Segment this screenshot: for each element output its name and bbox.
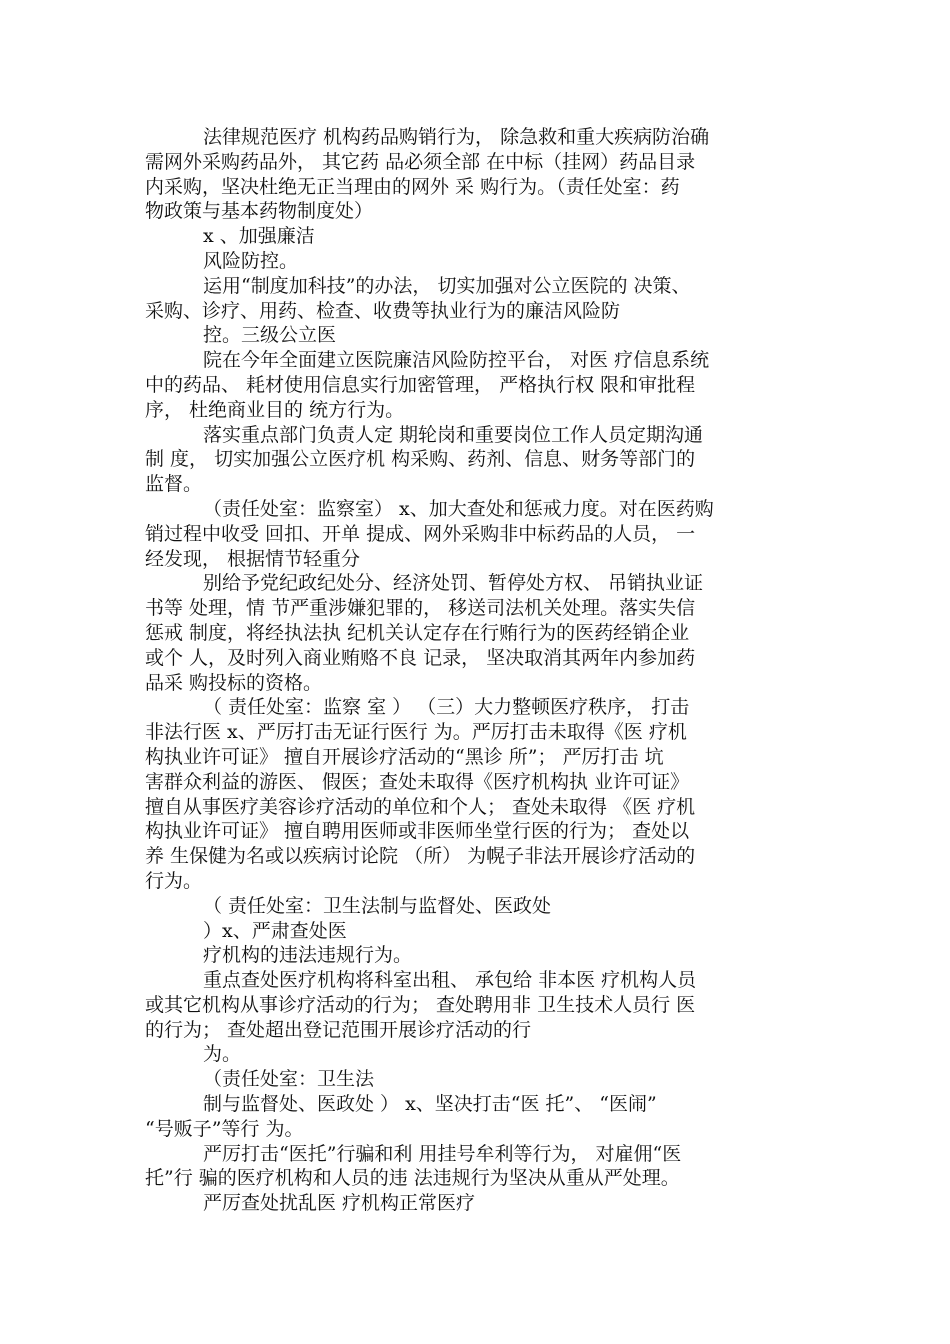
text-line: 书等 处理，情 节严重涉嫌犯罪的， 移送司法机关处理。落实失信 bbox=[145, 597, 696, 620]
text-line: 行为。 bbox=[145, 869, 203, 892]
text-line: 严厉查处扰乱医 疗机构正常医疗 bbox=[203, 1192, 476, 1215]
text-line: 落实重点部门负责人定 期轮岗和重要岗位工作人员定期沟通 bbox=[203, 423, 704, 446]
text-line: 中的药品、 耗材使用信息实行加密管理， 严格执行权 限和审批程 bbox=[145, 373, 696, 396]
text-line: 经发现， 根据情节轻重分 bbox=[145, 547, 361, 570]
text-line: 托”行 骗的医疗机构和人员的违 法违规行为坚决从重从严处理。 bbox=[145, 1167, 680, 1190]
text-line: 制与监督处、医政处 ） x、坚决打击“医 托”、 “医闹” bbox=[203, 1093, 657, 1116]
text-line: 的行为； 查处超出登记范围开展诊疗活动的行 bbox=[145, 1018, 532, 1041]
text-line: 品采 购投标的资格。 bbox=[145, 671, 323, 694]
text-line: 养 生保健为名或以疾病讨论院 （所） 为幌子非法开展诊疗活动的 bbox=[145, 845, 696, 868]
text-line: 制 度， 切实加强公立医疗机 构采购、药剂、信息、财务等部门的 bbox=[145, 448, 696, 471]
text-line: 惩戒 制度，将经执法执 纪机关认定存在行贿行为的医药经销企业 bbox=[145, 621, 690, 644]
text-line: （责任处室：卫生法 bbox=[203, 1068, 375, 1091]
text-line: （责任处室：监察室） x、加大查处和惩戒力度。对在医药购 bbox=[203, 497, 714, 520]
text-line: “号贩子”等行 为。 bbox=[145, 1117, 304, 1140]
text-line: 非法行医 x、严厉打击无证行医行 为。严厉打击未取得《医 疗机 bbox=[145, 721, 687, 744]
text-line: 监督。 bbox=[145, 473, 203, 496]
text-line: 院在今年全面建立医院廉洁风险防控平台， 对医 疗信息系统 bbox=[203, 349, 710, 372]
text-line: x 、加强廉洁 bbox=[203, 225, 315, 248]
text-line: 内采购，坚决杜绝无正当理由的网外 采 购行为。（责任处室：药 bbox=[145, 175, 680, 198]
text-line: 采购、诊疗、用药、检查、收费等执业行为的廉洁风险防 bbox=[145, 299, 621, 322]
text-line: 风险防控。 bbox=[203, 249, 299, 272]
text-line: 擅自从事医疗美容诊疗活动的单位和个人； 查处未取得 《医 疗机 bbox=[145, 795, 696, 818]
text-line: 害群众利益的游医、 假医；查处未取得《医疗机构执 业许可证》 bbox=[145, 770, 690, 793]
document-body bbox=[145, 125, 815, 1216]
text-line: 或个 人，及时列入商业贿赂不良 记录， 坚决取消其两年内参加药 bbox=[145, 646, 696, 669]
text-line: （ 责任处室：监察 室 ） （三）大力整顿医疗秩序， 打击 bbox=[203, 696, 690, 719]
text-line: 序， 杜绝商业目的 统方行为。 bbox=[145, 398, 405, 421]
text-line: 构执业许可证》 擅自聘用医师或非医师坐堂行医的行为； 查处以 bbox=[145, 820, 690, 843]
text-line: 构执业许可证》 擅自开展诊疗活动的“黑诊 所”； 严厉打击 坑 bbox=[145, 745, 664, 768]
text-line: 别给予党纪政纪处分、经济处罚、暂停处方权、 吊销执业证 bbox=[203, 572, 704, 595]
text-line: 重点查处医疗机构将科室出租、 承包给 非本医 疗机构人员 bbox=[203, 969, 697, 992]
text-line: 为。 bbox=[203, 1043, 242, 1066]
text-line: 疗机构的违法违规行为。 bbox=[203, 944, 413, 967]
text-line: 需网外采购药品外， 其它药 品必须全部 在中标（挂网）药品目录 bbox=[145, 150, 696, 173]
text-line: ）x、严肃查处医 bbox=[203, 919, 347, 942]
text-line: 法律规范医疗 机构药品购销行为， 除急救和重大疾病防治确 bbox=[203, 126, 710, 148]
text-line: 或其它机构从事诊疗活动的行为； 查处聘用非 卫生技术人员行 医 bbox=[145, 993, 696, 1016]
text-line: 运用“制度加科技”的办法， 切实加强对公立医院的 决策、 bbox=[203, 274, 691, 297]
text-line: （ 责任处室：卫生法制与监督处、医政处 bbox=[203, 894, 552, 917]
text-line: 物政策与基本药物制度处） bbox=[145, 200, 374, 223]
text-line: 销过程中收受 回扣、开单 提成、网外采购非中标药品的人员， 一 bbox=[145, 522, 696, 545]
text-line: 控。三级公立医 bbox=[203, 324, 337, 347]
text-line: 严厉打击“医托”行骗和利 用挂号牟利等行为， 对雇佣“医 bbox=[203, 1142, 682, 1165]
